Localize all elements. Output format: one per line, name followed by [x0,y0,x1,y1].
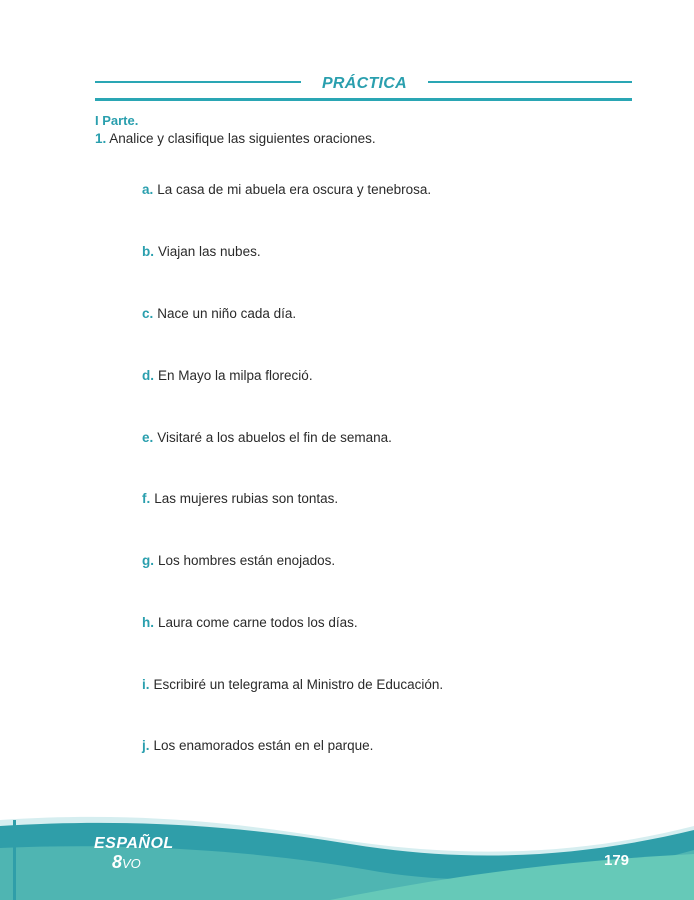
item-text: Laura come carne todos los días. [158,615,358,630]
logo-grade-number: 8 [112,852,123,872]
instruction [95,131,376,146]
footer-side-bar [13,820,16,900]
header-rule-left [95,81,301,83]
instruction-text: Analice y clasifique las siguientes oraciones. [109,131,376,146]
list-item [142,491,338,506]
list-item [142,430,392,445]
part-label: I Parte. [95,113,139,128]
item-text: Visitaré a los abuelos el fin de semana. [157,430,392,445]
list-item [142,677,443,692]
item-letter: g. [142,553,154,568]
list-item [142,738,373,753]
item-text: La casa de mi abuela era oscura y tenebrosa. [157,182,432,197]
logo-grade-suffix: VO [122,856,141,871]
logo-grade [112,853,174,871]
header-rule-right [428,81,632,83]
list-item [142,368,313,383]
item-text: Los hombres están enojados. [158,553,336,568]
item-text: Los enamorados están en el parque. [153,738,374,753]
item-letter: j. [142,738,150,753]
instruction-number: 1. [95,131,107,146]
book-logo [94,836,174,871]
item-text: Escribiré un telegrama al Ministro de Educación. [153,677,444,692]
item-text: En Mayo la milpa floreció. [158,368,313,383]
item-letter: d. [142,368,154,383]
item-text: Nace un niño cada día. [157,306,297,321]
item-letter: f. [142,491,151,506]
list-item [142,615,358,630]
item-letter: h. [142,615,154,630]
page-number: 179 [604,852,630,869]
item-letter: b. [142,244,154,259]
list-item [142,182,431,197]
logo-title: ESPAÑOL [94,835,174,852]
list-item [142,553,335,568]
item-letter: c. [142,306,154,321]
list-item [142,244,261,259]
section-title: PRÁCTICA [321,75,408,92]
header-rule-full [95,98,632,101]
list-item [142,306,296,321]
item-letter: i. [142,677,150,692]
item-text: Viajan las nubes. [158,244,261,259]
item-letter: a. [142,182,154,197]
item-text: Las mujeres rubias son tontas. [154,491,339,506]
item-letter: e. [142,430,154,445]
